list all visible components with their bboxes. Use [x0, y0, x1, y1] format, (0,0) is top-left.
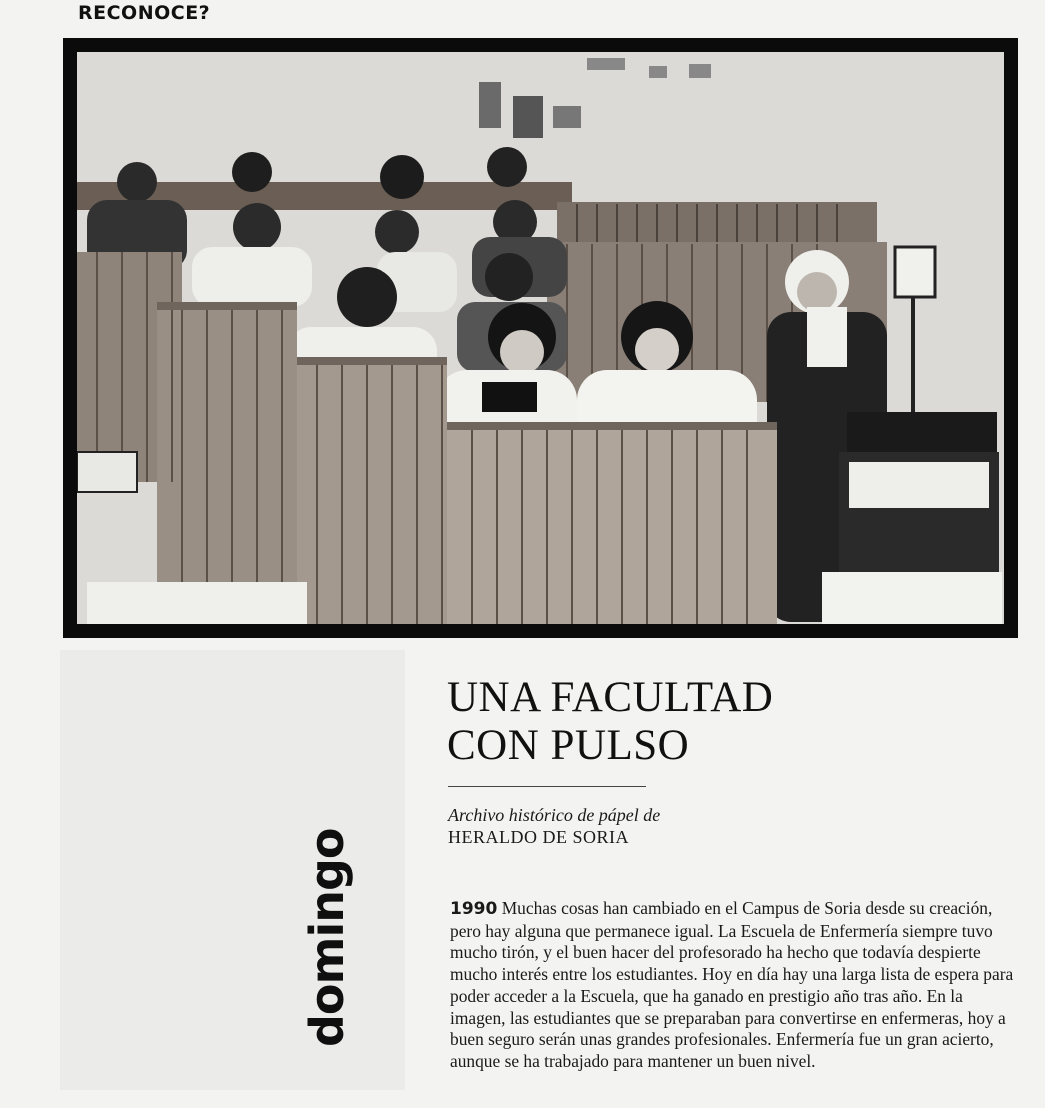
article-year: 1990	[450, 899, 498, 919]
article-body-text: Muchas cosas han cambiado en el Campus de Soria desde su creación, pero hay alguna que permanece igual. La Escuela de Enfermería siempre tuvo mucho tirón, y el buen hacer del profesorado ha hecho que todavía despierte mucho interés entre los estudiantes. Hoy en día hay una larga lista de espera para poder acceder a la Escuela, que ha ganado en prestigio año tras año. En la imagen, las estudiantes que se preparaban para convertirse en enfermeras, hoy a buen seguro serán unas grandes profesionales. Enfermería fue un gran acierto, aunque se ha trabajado para mantener un buen nivel.	[450, 898, 1014, 1071]
article-headline	[447, 674, 773, 770]
photo-frame	[63, 38, 1018, 638]
kicker-heading: RECONOCE?	[78, 2, 211, 24]
classroom-photo	[77, 52, 1004, 624]
classroom-illustration	[77, 52, 1004, 624]
headline-line-1: UNA FACULTAD	[447, 674, 774, 721]
source-line-2: HERALDO DE SORIA	[448, 827, 629, 847]
section-label: domingo	[300, 828, 354, 1047]
headline-divider	[448, 786, 646, 787]
headline-line-2: CON PULSO	[447, 722, 690, 769]
article-source	[448, 804, 660, 848]
source-line-1: Archivo histórico de pápel de	[448, 805, 661, 825]
article-body	[450, 898, 1022, 1073]
